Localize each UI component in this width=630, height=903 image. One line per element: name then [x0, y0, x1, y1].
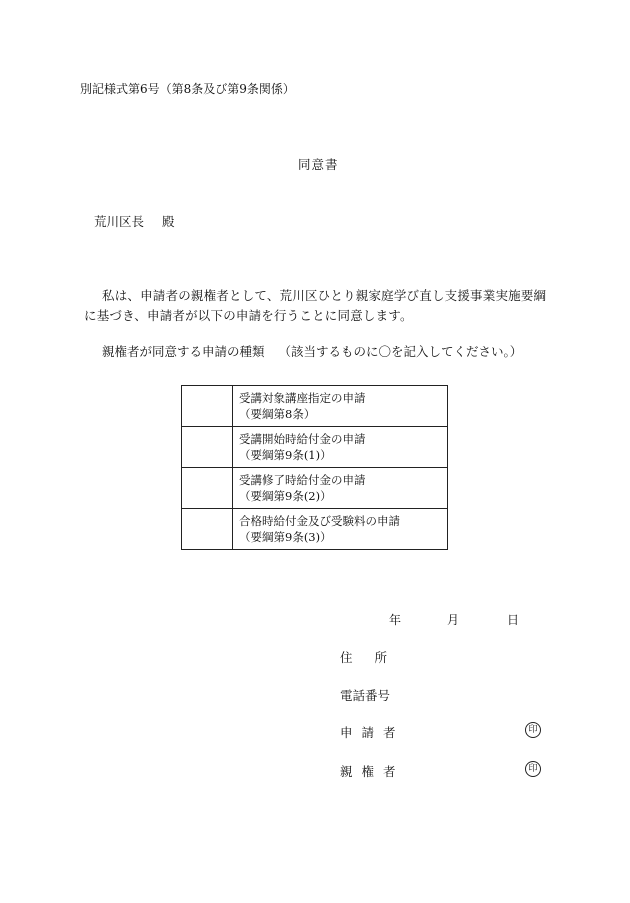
application-types-label: 親権者が同意する申請の種類 [102, 344, 265, 359]
application-types-table [181, 385, 448, 550]
applicant-label: 申請者 [340, 725, 405, 740]
application-type-ref: （要綱第9条(1)） [239, 448, 332, 462]
seal-mark-icon: 印 [525, 761, 541, 777]
mark-cell[interactable] [182, 427, 233, 468]
consent-statement: 私は、申請者の親権者として、荒川区ひとり親家庭学び直し支援事業実施要綱に基づき、申請者が以下の申請を行うことに同意します。 [84, 288, 547, 323]
guardian-label: 親権者 [340, 764, 405, 779]
application-type-name: 受講修了時給付金の申請 [239, 473, 366, 487]
application-type-name: 受講対象講座指定の申請 [239, 391, 366, 405]
application-types-note: （該当するものに〇を記入してください。） [278, 344, 523, 359]
date-year-label: 年 [389, 613, 402, 627]
date-month-label: 月 [447, 613, 460, 627]
seal-mark-icon: 印 [525, 722, 541, 738]
mark-cell[interactable] [182, 386, 233, 427]
form-number: 別記様式第6号（第8条及び第9条関係） [80, 82, 295, 96]
application-type-name: 受講開始時給付金の申請 [239, 432, 366, 446]
phone-label: 電話番号 [340, 688, 391, 703]
document-title: 同意書 [298, 157, 339, 172]
table-row [182, 468, 448, 509]
table-row [182, 509, 448, 550]
mark-cell[interactable] [182, 468, 233, 509]
application-type-cell [233, 427, 448, 468]
addressee-name: 荒川区長 [94, 214, 145, 229]
table-row [182, 386, 448, 427]
mark-cell[interactable] [182, 509, 233, 550]
application-type-ref: （要綱第9条(2)） [239, 489, 332, 503]
application-type-cell [233, 386, 448, 427]
application-type-cell [233, 468, 448, 509]
date-day-label: 日 [507, 613, 520, 627]
addressee-honorific: 殿 [162, 214, 175, 229]
addressee [94, 212, 175, 230]
application-types-heading [102, 342, 522, 360]
table-row [182, 427, 448, 468]
application-type-name: 合格時給付金及び受験料の申請 [239, 514, 400, 528]
application-type-ref: （要綱第9条(3)） [239, 530, 332, 544]
address-label: 住所 [340, 650, 410, 665]
application-type-ref: （要綱第8条） [239, 407, 316, 421]
application-type-cell [233, 509, 448, 550]
